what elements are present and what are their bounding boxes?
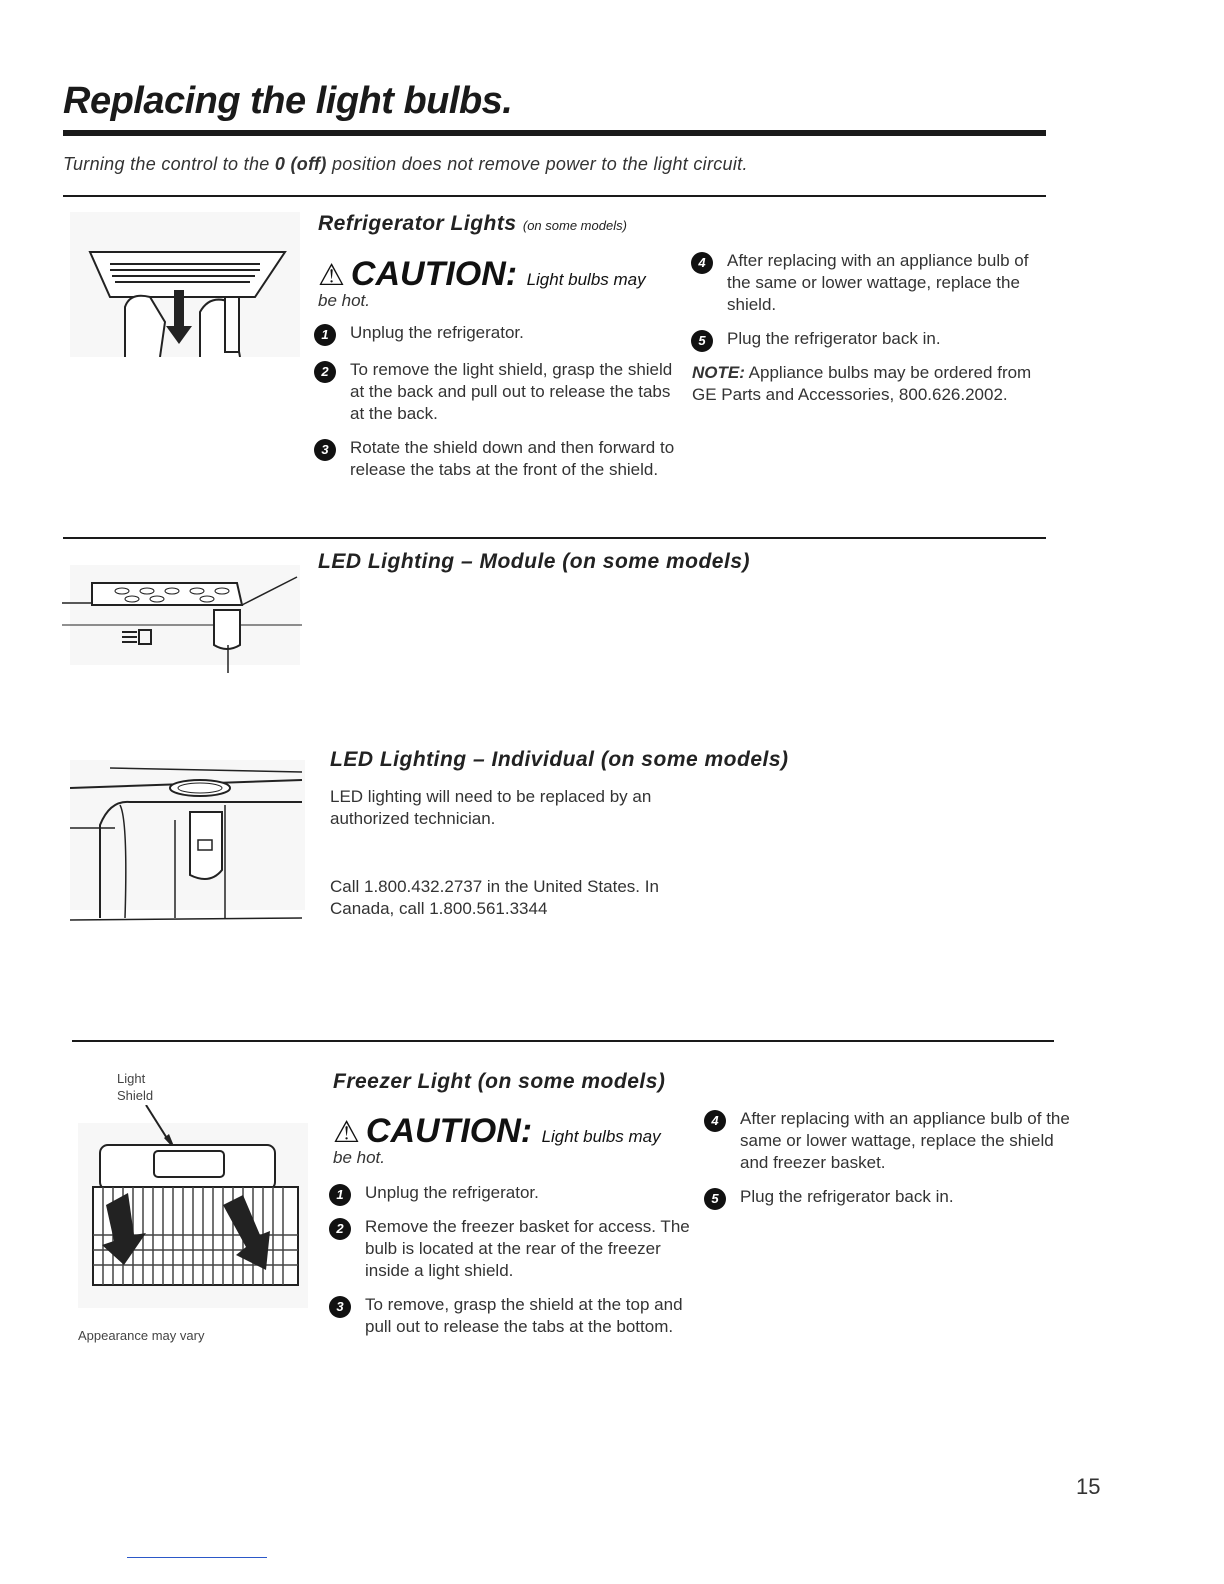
- list-item: 3 Rotate the shield down and then forward to release the tabs at the front of the shield.: [314, 437, 680, 481]
- step-number-icon: 2: [314, 361, 336, 383]
- led-individual-heading: LED Lighting – Individual (on some models): [330, 748, 789, 771]
- led-individual-para1: LED lighting will need to be replaced by an authorized technician.: [330, 787, 652, 828]
- refrigerator-light-illustration: [70, 212, 300, 357]
- section-divider: [72, 1040, 1054, 1042]
- light-shield-label: Light Shield: [117, 1071, 154, 1103]
- section-divider: [63, 195, 1046, 197]
- led-individual-illustration: [70, 760, 305, 930]
- step-number-icon: 2: [329, 1218, 351, 1240]
- warning-icon: ⚠: [333, 1116, 360, 1149]
- page-title: Replacing the light bulbs.: [63, 80, 513, 122]
- footer-line: [127, 1557, 267, 1558]
- led-module-illustration: [62, 565, 302, 675]
- list-item: 1 Unplug the refrigerator.: [329, 1182, 695, 1204]
- step-number-icon: 3: [329, 1296, 351, 1318]
- refrigerator-lights-heading: Refrigerator Lights (on some models): [318, 212, 627, 235]
- step-number-icon: 1: [314, 324, 336, 346]
- list-item: 4 After replacing with an appliance bulb of the same or lower wattage, replace the shield and freezer basket.: [704, 1108, 1080, 1174]
- list-item: 2 Remove the freezer basket for access. The bulb is located at the rear of the freezer inside a light shield.: [329, 1216, 695, 1282]
- section-divider: [63, 537, 1046, 539]
- list-item: 5 Plug the refrigerator back in.: [691, 328, 1047, 350]
- warning-icon: ⚠: [318, 259, 345, 292]
- page-subtitle: Turning the control to the 0 (off) position does not remove power to the light circuit.: [63, 154, 748, 174]
- step-number-icon: 1: [329, 1184, 351, 1206]
- list-item: 1 Unplug the refrigerator.: [314, 322, 680, 344]
- caution-refrigerator-cont: be hot.: [318, 291, 370, 310]
- caution-freezer-cont: be hot.: [333, 1148, 385, 1167]
- step-number-icon: 5: [704, 1188, 726, 1210]
- list-item: 5 Plug the refrigerator back in.: [704, 1186, 1080, 1208]
- led-individual-para2: Call 1.800.432.2737 in the United States. In Canada, call 1.800.561.3344: [330, 877, 659, 918]
- step-number-icon: 5: [691, 330, 713, 352]
- figure-caption: Appearance may vary: [78, 1328, 205, 1343]
- step-number-icon: 3: [314, 439, 336, 461]
- page-number: 15: [1076, 1474, 1101, 1499]
- freezer-light-heading: Freezer Light (on some models): [333, 1070, 666, 1093]
- freezer-light-illustration: [78, 1105, 308, 1310]
- step-number-icon: 4: [704, 1110, 726, 1132]
- title-rule: [63, 130, 1046, 136]
- list-item: 3 To remove, grasp the shield at the top and pull out to release the tabs at the bottom.: [329, 1294, 695, 1338]
- step-number-icon: 4: [691, 252, 713, 274]
- note-text: NOTE: Appliance bulbs may be ordered from GE Parts and Accessories, 800.626.2002.: [692, 363, 1032, 404]
- caution-refrigerator: ⚠ CAUTION: Light bulbs may: [318, 255, 646, 293]
- list-item: 2 To remove the light shield, grasp the shield at the back and pull out to release the tabs at the back.: [314, 359, 680, 425]
- led-module-heading: LED Lighting – Module (on some models): [318, 550, 750, 573]
- list-item: 4 After replacing with an appliance bulb of the same or lower wattage, replace the shield.: [691, 250, 1047, 316]
- caution-freezer: ⚠ CAUTION: Light bulbs may: [333, 1112, 661, 1150]
